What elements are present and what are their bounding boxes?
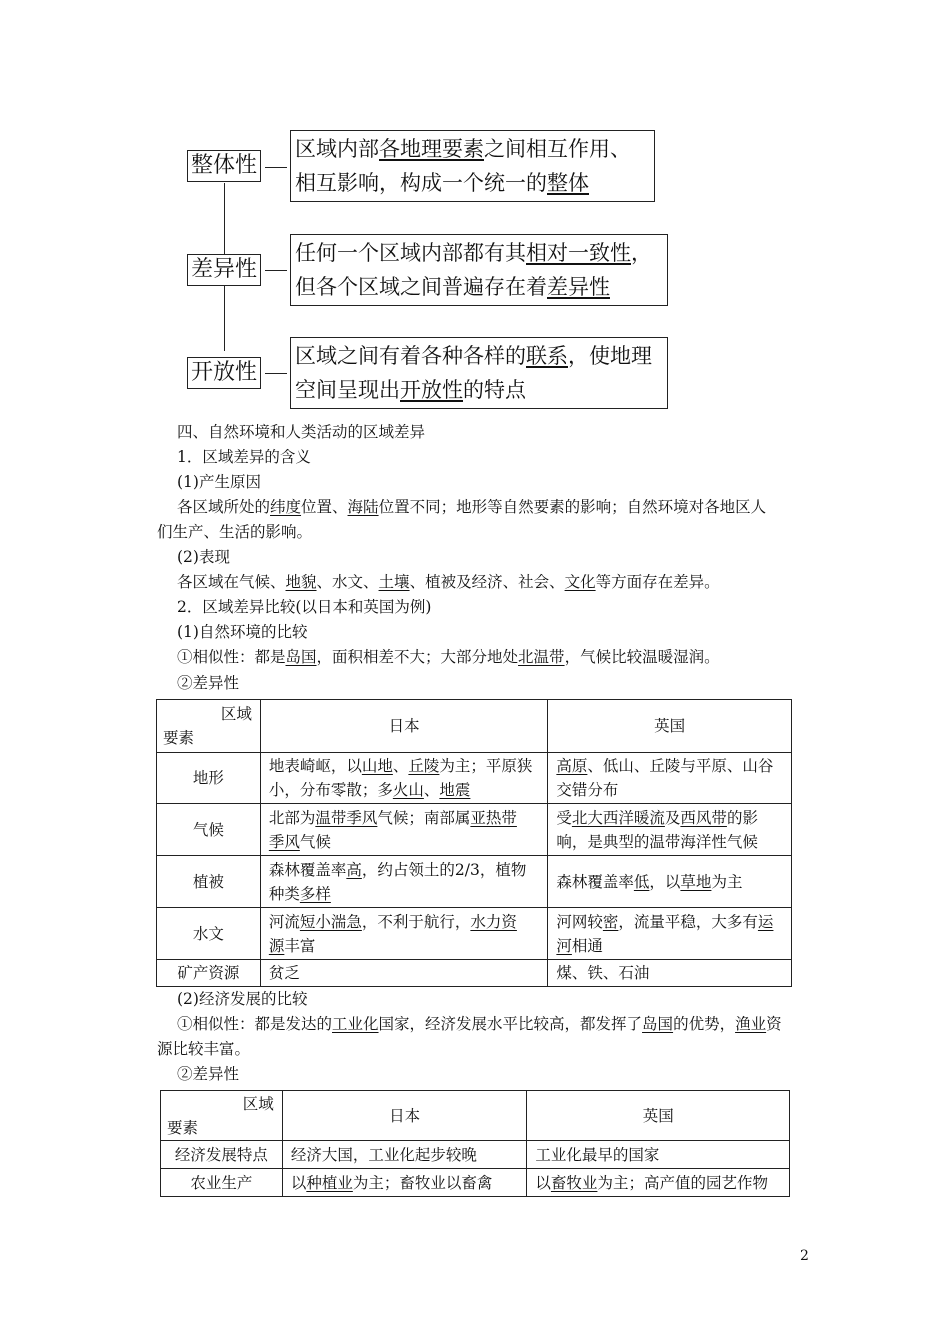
text-run: 响，是典型的温带海洋性气候 (556, 832, 758, 851)
underlined-term: 火山 (392, 781, 424, 799)
underlined-term: 山地 (361, 757, 393, 775)
natural-comparison-table (156, 699, 792, 987)
cell-uk (527, 1141, 790, 1169)
text-run: 以 (535, 1173, 551, 1192)
text-run: (1)自然环境的比较 (177, 623, 308, 641)
text-run: 但各个区域之间普遍存在着 (295, 275, 547, 299)
text-run: 为主；高产值的园艺作物 (597, 1173, 768, 1192)
underlined-term: 高 (346, 860, 362, 879)
paragraph-line (177, 1013, 782, 1035)
underlined-term: 地震 (439, 781, 471, 799)
underlined-term: 岛国 (285, 648, 317, 666)
dash-line (265, 373, 287, 374)
text-run: 为主 (711, 872, 743, 891)
text-run: ， (631, 241, 652, 265)
text-run: (2)经济发展的比较 (177, 990, 308, 1008)
underlined-term: 密 (602, 912, 619, 931)
text-run: 相互影响，构成一个统一的 (295, 171, 547, 195)
text-run: ，面积相差不大；大部分地处 (316, 648, 519, 666)
text-run: 、 (423, 781, 440, 799)
underlined-term: 亚热带 (470, 808, 517, 827)
underlined-term: 纬度 (270, 498, 302, 516)
text-run: ②差异性 (177, 1065, 240, 1083)
underlined-term: 开放性 (400, 378, 463, 402)
text-run: 任何一个区域内部都有其 (295, 241, 526, 265)
underlined-term: 西风带 (680, 808, 727, 827)
text-run: 北部为 (268, 808, 316, 827)
text-run: 贫乏 (268, 964, 300, 982)
dash-line (265, 270, 287, 271)
corner-bottom: 要素 (163, 729, 195, 747)
text-run: 源比较丰富。 (157, 1040, 251, 1058)
text-run: ，不利于航行， (361, 912, 471, 931)
corner-cell (161, 1091, 283, 1141)
subheading (177, 596, 431, 618)
page-number: 2 (800, 1248, 809, 1264)
underlined-term: 源 (268, 936, 285, 955)
underlined-term: 畜牧业 (550, 1173, 598, 1192)
box-integrity (290, 130, 655, 202)
text-run: 森林覆盖率 (268, 860, 347, 879)
text-run: 、水文、 (316, 573, 379, 591)
header-japan: 日本 (282, 1091, 527, 1141)
underlined-term: 种植业 (306, 1173, 353, 1192)
box-line (295, 270, 663, 304)
underlined-term: 短小湍急 (299, 912, 362, 931)
text-run: 、植被及经济、社会、 (409, 573, 565, 591)
text-run: 空间呈现出 (295, 378, 400, 402)
paragraph-line (177, 496, 766, 518)
label-integrity: 整体性 (187, 150, 261, 182)
text-run: ①相似性：都是 (177, 648, 286, 666)
underlined-term: 文化 (564, 573, 596, 591)
underlined-term: 北大西洋暖流 (571, 808, 665, 827)
cell-uk (548, 908, 792, 960)
text-run: 、 (392, 757, 409, 775)
underlined-term: 整体 (547, 171, 589, 195)
paragraph-line (177, 646, 720, 668)
cell-japan (260, 908, 548, 960)
underlined-term: 水力资 (470, 912, 517, 931)
subheading (177, 672, 239, 694)
section-heading (177, 421, 425, 443)
cell-uk (527, 1169, 790, 1197)
text-run: 森林覆盖率 (556, 872, 634, 891)
label-difference: 差异性 (187, 254, 261, 286)
cell-japan (260, 960, 548, 987)
text-run: 区域内部 (295, 137, 379, 161)
text-run: ，使地理 (568, 344, 652, 368)
underlined-term: 北温带 (518, 648, 565, 666)
subheading (177, 621, 307, 643)
row-header: 水文 (157, 908, 261, 960)
text-run: 经济大国，工业化起步较晚 (290, 1145, 477, 1164)
text-run: 小，分布零散；多 (268, 781, 393, 799)
text-run: 的优势， (673, 1015, 736, 1033)
underlined-term: 运 (757, 912, 774, 931)
text-run: 气候；南部属 (377, 808, 471, 827)
underlined-term: 高原 (556, 757, 588, 775)
text-run: 的特点 (463, 378, 526, 402)
text-run: (2)表现 (177, 548, 230, 566)
text-run: 地表崎岖，以 (268, 757, 362, 775)
text-run: 等方面存在差异。 (595, 573, 720, 591)
corner-cell (157, 700, 261, 753)
text-run: 以 (290, 1173, 307, 1192)
text-run: 国家，经济发展水平比较高，都发挥了 (378, 1015, 643, 1033)
row-header: 植被 (157, 856, 261, 908)
underlined-term: 温带季风 (315, 808, 378, 827)
corner-top: 区域 (242, 1094, 274, 1113)
cell-uk (548, 753, 792, 804)
underlined-term: 季风 (268, 832, 300, 851)
underlined-term: 差异性 (547, 275, 610, 299)
box-line (295, 132, 650, 166)
underlined-term: 土壤 (378, 573, 410, 591)
box-line (295, 339, 663, 373)
cell-japan (260, 856, 548, 908)
text-run: 河网较 (556, 912, 603, 931)
underlined-term: 渔业 (735, 1015, 767, 1033)
text-run: ①相似性：都是发达的 (177, 1015, 333, 1033)
economic-comparison-table (160, 1090, 790, 1197)
underlined-term: 联系 (526, 344, 568, 368)
text-run: ，流量平稳，大多有 (618, 912, 758, 931)
text-run: 位置、 (301, 498, 348, 516)
text-run: 交错分布 (556, 781, 619, 799)
cell-uk (548, 960, 792, 987)
box-line (295, 166, 650, 200)
text-run: 各区域在气候、 (177, 573, 286, 591)
underlined-term: 低 (633, 872, 650, 891)
text-run: ，气候比较温暖湿润。 (564, 648, 720, 666)
cell-japan (282, 1141, 527, 1169)
cell-japan (260, 753, 548, 804)
cell-japan (260, 804, 548, 856)
text-run: 丰富 (284, 936, 316, 955)
cell-japan (282, 1169, 527, 1197)
underlined-term: 河 (556, 936, 572, 955)
row-header: 农业生产 (161, 1169, 283, 1197)
underlined-term: 工业化 (332, 1015, 379, 1033)
row-header: 地形 (157, 753, 261, 804)
text-run: 气候 (299, 832, 331, 851)
text-run: ，以 (649, 872, 681, 891)
box-openness (290, 337, 668, 409)
header-uk: 英国 (527, 1091, 790, 1141)
cell-uk (548, 856, 792, 908)
cell-uk (548, 804, 792, 856)
text-run: 种类 (268, 884, 300, 903)
text-run: 及 (664, 808, 681, 827)
underlined-term: 丘陵 (408, 757, 440, 775)
underlined-term: 地貌 (285, 573, 317, 591)
text-run: 为主；平原狭 (439, 757, 533, 775)
paragraph-line (177, 571, 720, 593)
text-run: (1)产生原因 (177, 473, 261, 491)
text-run: 为主；畜牧业以畜禽 (352, 1173, 493, 1192)
row-header: 矿产资源 (157, 960, 261, 987)
subheading (177, 446, 311, 468)
paragraph-line (157, 1038, 250, 1060)
underlined-term: 多样 (299, 884, 331, 903)
subheading (177, 471, 261, 493)
box-line (295, 373, 663, 407)
dash-line (265, 167, 287, 168)
row-header: 气候 (157, 804, 261, 856)
text-run: 位置不同；地形等自然要素的影响；自然环境对各地区人 (378, 498, 767, 516)
underlined-term: 各地理要素 (379, 137, 484, 161)
text-run: 相通 (571, 936, 603, 955)
text-run: 、低山、丘陵与平原、山谷 (587, 757, 774, 775)
label-openness: 开放性 (187, 357, 261, 389)
text-run: ②差异性 (177, 674, 240, 692)
text-run: 受 (556, 808, 572, 827)
box-line (295, 236, 663, 270)
text-run: 四、自然环境和人类活动的区域差异 (177, 423, 426, 441)
text-run: 区域之间有着各种各样的 (295, 344, 526, 368)
subheading (177, 546, 230, 568)
text-run: 各区域所处的 (177, 498, 271, 516)
corner-bottom: 要素 (167, 1118, 199, 1137)
text-run: 河流 (268, 912, 300, 931)
underlined-term: 岛国 (642, 1015, 674, 1033)
underlined-term: 相对一致性 (526, 241, 631, 265)
text-run: 们生产、生活的影响。 (157, 523, 313, 541)
text-run: 煤、铁、石油 (556, 964, 650, 982)
text-run: 1．区域差异的含义 (177, 448, 311, 466)
text-run: 2．区域差异比较(以日本和英国为例) (177, 598, 432, 616)
text-run: 资 (766, 1015, 782, 1033)
text-run: 工业化最早的国家 (535, 1145, 660, 1164)
corner-top: 区域 (220, 705, 252, 723)
underlined-term: 海陆 (347, 498, 379, 516)
box-difference (290, 234, 668, 306)
subheading (177, 1063, 239, 1085)
underlined-term: 草地 (680, 872, 712, 891)
row-header: 经济发展特点 (161, 1141, 283, 1169)
text-run: 的影 (726, 808, 758, 827)
subheading (177, 988, 307, 1010)
text-run: ，约占领土的2/3，植物 (361, 860, 527, 879)
paragraph-line (157, 521, 312, 543)
header-japan: 日本 (260, 700, 548, 753)
header-uk: 英国 (548, 700, 792, 753)
text-run: 之间相互作用、 (484, 137, 631, 161)
